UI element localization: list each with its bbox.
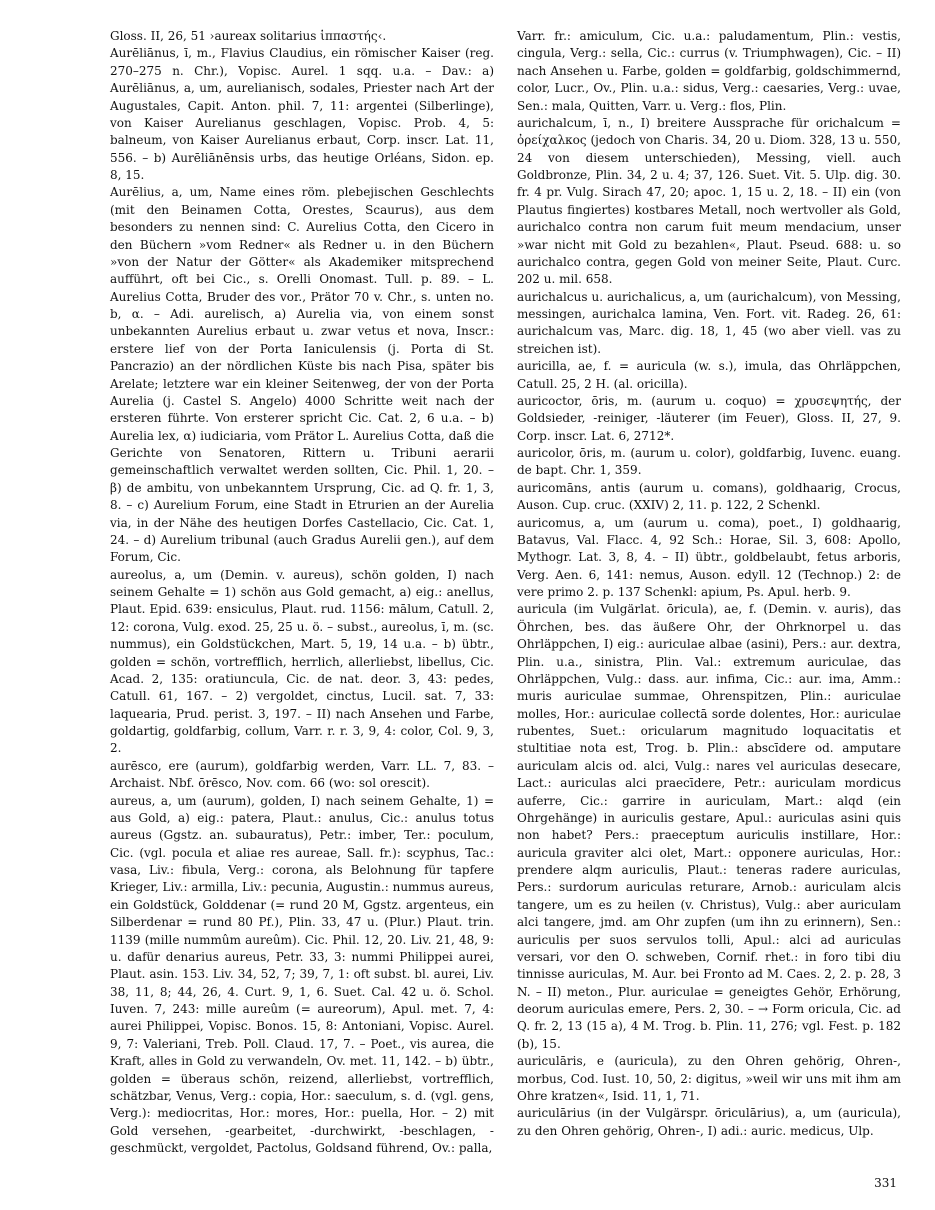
entry-aureus: aureus, a, um (aurum), golden, I) nach seinem Gehalte, 1) = aus Gold, a) eig.: patera, Plaut.: anulus, Cic.: anulus totus aureus (Ggstz. an. subauratus), Petr.: imber, Ter.: poculum, Cic. (vgl. pocula et aliae res aureae, Sall. fr.): scyphus, Tac.: vasa, Liv.: fibula, Verg.: corona, als Belohnung für tapfere Krieger, Liv.: armilla, Liv.: pecunia, Augustin.: nummus aureus, ein Goldstück, Golddenar (= rund 20 M, Ggstz. argenteus, ein Silberdenar = rund 80 Pf.), Plin. 33, 47 u. (Plur.) Plaut. trin. 1139 (mille nummûm aureûm). Cic. Phil. 12, 20. Liv. 21, 48, 9: u. dafür denarius aureus, Petr. 33, 3: nummi Philippei aurei, Plaut. asin. 153. Liv. 34, 52, 7; 39, 7, 1: oft subst. bl. aurei, Liv. 38, 11, 8; 44, 26, 4. Curt. 9, 1, 6. Suet. Cal. 42 u. ö. Schol. Iuven. 7, 243: mille aureûm (= aureorum), Apul. met. 7, 4: aurei Philippei, Vopisc. Bonos. 15, 8: Antoniani, Vopisc. Aurel. 9, 7: Valeriani, Treb. Poll. Claud. 17, 7. – Poet., vis aurea, die Kraft, alles in Gold zu verwandeln, Ov. met. 11, 142. – b) übtr., golden = überaus schön, reizend, allerliebst, vortrefflich, schätzbar, Venus, Verg.: copia, Hor.: saeculum, s. d. (vgl. gens, Verg.): mediocritas, Hor.: mores, Hor.: puella, Hor. – 2) mit Gold versehen, -gearbeitet, -durchwirkt, -beschlagen, -geschmückt, vergoldet, Pactolus, Goldsand führend, Ov.: palla,	[110, 793, 494, 1155]
entry-aurichalcus: aurichalcus u. aurichalicus, a, um (aurichalcum), von Messing, messingen, aurichalca lamina, Ven. Fort. vit. Radeg. 26, 61: aurichalcum vas, Marc. dig. 18, 1, 45 (wo aber viell. vas zu streichen ist).	[517, 289, 901, 356]
entry-auricolor: auricolor, ōris, m. (aurum u. color), goldfarbig, Iuvenc. euang. de bapt. Chr. 1, 359.	[517, 446, 901, 478]
entry-gloss: Gloss. II, 26, 51 ›aureax solitarius ἱππαστής‹.	[110, 29, 387, 43]
entry-auricoctor: auricoctor, ōris, m. (aurum u. coquo) = χρυσεψητής, der Goldsieder, -reiniger, -läuterer (im Feuer), Gloss. II, 27, 9. Corp. inscr. Lat. 6, 2712*.	[517, 393, 901, 443]
left-column	[110, 28, 494, 1157]
entry-aurelianus: Aurēliānus, ī, m., Flavius Claudius, ein römischer Kaiser (reg. 270–275 n. Chr.), Vopisc. Aurel. 1 sqq. u.a. – Dav.: a) Aurēliānus, a, um, aurelianisch, sodales, Priester nach Art der Augustales, Capit. Anton. phil. 7, 11: argentei (Silberlinge), von Kaiser Aurelianus geschlagen, Vopisc. Prob. 4, 5: balneum, von Kaiser Aurelianus erbaut, Corp. inscr. Lat. 11, 556. – b) Aurēliānēnsis urbs, das heutige Orléans, Sidon. ep. 8, 15.	[110, 46, 494, 182]
entry-auricomans: auricomāns, antis (aurum u. comans), goldhaarig, Crocus, Auson. Cup. cruc. (XXIV) 2, 11. p. 122, 2 Schenkl.	[517, 480, 901, 513]
entry-aureolus: aureolus, a, um (Demin. v. aureus), schön golden, I) nach seinem Gehalte = 1) schön aus Gold gemacht, a) eig.: anellus, Plaut. Epid. 639: ensiculus, Plaut. rud. 1156: mālum, Catull. 2, 12: corona, Vulg. exod. 25, 25 u. ö. – subst., aureolus, ī, m. (sc. nummus), ein Goldstückchen, Mart. 5, 19, 14 u.a. – b) übtr., golden = schön, vortrefflich, herrlich, allerliebst, libellus, Cic. Acad. 2, 135: oratiuncula, Cic. de nat. deor. 3, 43: pedes, Catull. 61, 167. – 2) vergoldet, cinctus, Lucil. sat. 7, 33: laquearia, Prud. perist. 3, 197. – II) nach Ansehen und Farbe, goldartig, goldfarbig, collum, Varr. r. r. 3, 9, 4: color, Col. 9, 3, 2.	[110, 567, 494, 756]
entry-auricula: auricula (im Vulgärlat. ōricula), ae, f. (Demin. v. auris), das Öhrchen, bes. das äußere Ohr, der Ohrknorpel u. das Ohrläppchen, I) eig.: auriculae albae (asini), Pers.: aur. dextra, Plin. u.a., sinistra, Plin. Val.: extremum auriculae, das Ohrläppchen, Vulg.: dass. aur. infima, Cic.: aur. ima, Amm.: muris auriculae summae, Ohrenspitzen, Plin.: auriculae molles, Hor.: auriculae collectā sorde dolentes, Hor.: auriculae rubentes, Suet.: oricularum magnitudo loquacitatis et stultitiae nota est, Trog. b. Plin.: abscīdere od. amputare auriculam alcis od. alci, Vulg.: nares vel auriculas desecare, Lact.: auriculas alci praecīdere, Petr.: auriculam mordicus auferre, Cic.: garrire in auriculam, Mart.: alqd (ein Ohrgehänge) in auriculis gestare, Apul.: auriculas asini quis non habet? Pers.: praeceptum auriculis instillare, Hor.: auricula graviter alci olet, Mart.: opponere auriculas, Hor.: prendere alqm auriculis, Plaut.: teneras radere auriculas, Pers.: surdorum auriculas returare, Arnob.: auriculam alcis tangere, um es zu heilen (v. Christus), Vulg.: aber auriculam alci tangere, jmd. am Ohr zupfen (um ihn zu erinnern), Sen.: auriculis per suos servulos tolli, Apul.: alci ad auriculas versari, vor den O. schweben, Cornif. rhet.: in foro tibi diu tinnisse auriculas, M. Aur. bei Fronto ad M. Caes. 2, 2. p. 28, 3 N. – II) meton., Plur. auriculae = geneigtes Gehör, Erhörung, deorum auriculas emere, Pers. 2, 30. – → Form oricula, Cic. ad Q. fr. 2, 13 (15 a), 4 M. Trog. b. Plin. 11, 276; vgl. Fest. p. 182 (b), 15.	[517, 602, 901, 1051]
entry-auricularius: auriculārius (in der Vulgärspr. ōriculārius), a, um (auricula), zu den Ohren gehörig, Ohren-, I) adi.: auric. medicus, Ulp.	[517, 1106, 901, 1138]
entry-aurichalcum: aurichalcum, ī, n., I) breitere Aussprache für orichalcum = ὀρείχαλκος (jedoch von Charis. 34, 20 u. Diom. 328, 13 u. 550, 24 von diesem unterschieden), Messing, viell. auch Goldbronze, Plin. 34, 2 u. 4; 37, 126. Suet. Vit. 5. Ulp. dig. 30. fr. 4 pr. Vulg. Sirach 47, 20; apoc. 1, 15 u. 2, 18. – II) ein (von Plautus fingiertes) kostbares Metall, noch wertvoller als Gold, aurichalco contra non carum fuit meum mendacium, unser »war nicht mit Gold zu bezahlen«, Plaut. Pseud. 688: u. so aurichalco contra, gegen Gold von meiner Seite, Plaut. Curc. 202 u. mil. 658.	[517, 115, 901, 287]
entry-auresco: aurēsco, ere (aurum), goldfarbig werden, Varr. LL. 7, 83. – Archaist. Nbf. ōrēsco, Nov. com. 66 (wo: sol orescit).	[110, 758, 494, 791]
page-number: 331	[874, 1176, 897, 1190]
entry-aurelius: Aurēlius, a, um, Name eines röm. plebejischen Geschlechts (mit den Beinamen Cotta, Orestes, Scaurus), aus dem besonders zu nennen sind: C. Aurelius Cotta, den Cicero in den Büchern »vom Redner« als Redner u. in den Büchern »von der Natur der Götter« als Akademiker mitsprechend aufführt, oft bei Cic., s. Orelli Onomast. Tull. p. 89. – L. Aurelius Cotta, Bruder des vor., Prätor 70 v. Chr., s. unten no. b, α. – Adi. aurelisch, a) Aurelia via, von einem sonst unbekannten Aurelius erbaut u. zwar vetus et nova, Inscr.: erstere lief von der Porta Ianiculensis (j. Porta di St. Pancrazio) an der nördlichen Küste bis nach Pisa, später bis Arelate; letztere war ein kleiner Seitenweg, der von der Porta Aurelia (j. Castel S. Angelo) 4000 Schritte weit nach der ersteren führte. Von ersterer spricht Cic. Cat. 2, 6 u.a. – b) Aurelia lex, α) iudiciaria, vom Prätor L. Aurelius Cotta, daß die Gerichte von Senatoren, Rittern u. Tribuni aerarii gemeinschaftlich verwaltet werden sollten, Cic. Phil. 1, 20. – β) de ambitu, von unbekanntem Ursprung, Cic. ad Q. fr. 1, 3, 8. – c) Aurelium Forum, eine Stadt in Etrurien an der Aurelia via, in der Nähe des heutigen Dorfes Castellacio, Cic. Cat. 1, 24. – d) Aurelium tribunal (auch Gradus Aurelii gen.), auf dem Forum, Cic.	[110, 185, 494, 565]
right-column	[517, 28, 901, 1140]
entry-auricularis: auriculāris, e (auricula), zu den Ohren gehörig, Ohren-, morbus, Cod. Iust. 10, 50, 2: digitus, »weil wir uns mit ihm am Ohre kratzen«, Isid. 11, 1, 71.	[517, 1054, 901, 1103]
entry-aureus-continued: Varr. fr.: amiculum, Cic. u.a.: paludamentum, Plin.: vestis, cingula, Verg.: sella, Cic.: currus (v. Triumphwagen), Cic. – II) nach Ansehen u. Farbe, golden = goldfarbig, goldschimmernd, color, Lucr., Ov., Plin. u.a.: sidus, Verg.: caesaries, Verg.: uvae, Sen.: mala, Quitten, Varr. u. Verg.: flos, Plin.	[517, 29, 901, 113]
entry-auricomus: auricomus, a, um (aurum u. coma), poet., I) goldhaarig, Batavus, Val. Flacc. 4, 92 Sch.: Horae, Sil. 3, 608: Apollo, Mythogr. Lat. 3, 8, 4. – II) übtr., goldbelaubt, fetus arboris, Verg. Aen. 6, 141: nemus, Auson. edyll. 12 (Technop.) 2: de vere primo 2. p. 137 Schenkl: apium, Ps. Apul. herb. 9.	[517, 515, 901, 599]
entry-auricilla: auricilla, ae, f. = auricula (w. s.), imula, das Ohrläppchen, Catull. 25, 2 H. (al. oricilla).	[517, 359, 901, 391]
